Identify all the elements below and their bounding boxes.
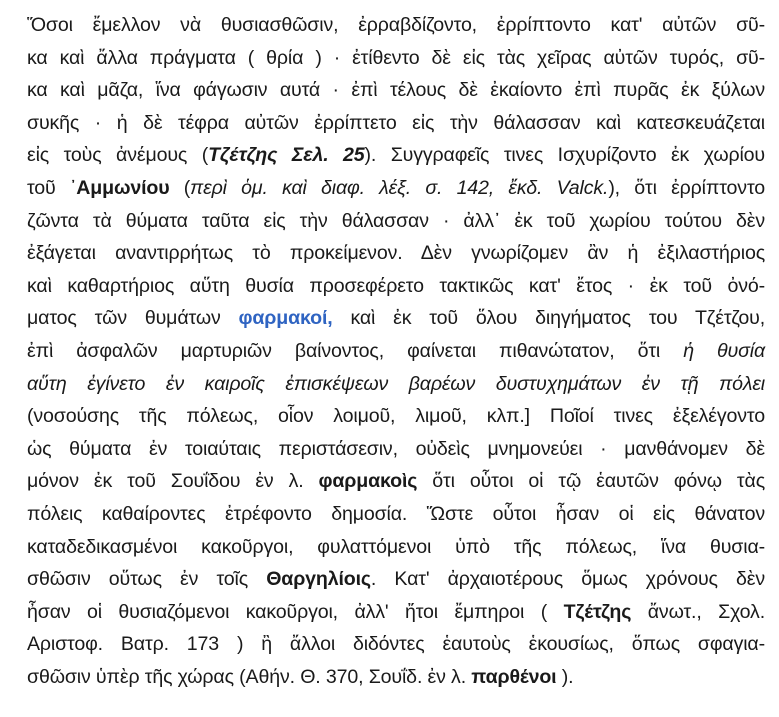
text-line — [27, 172, 765, 205]
text-segment: καὶ ἐκ τοῦ ὅλου διηγήματος του Τζέτζου, — [332, 307, 765, 330]
text-segment: ( — [169, 176, 191, 199]
text-segment: περὶ ὁμ. καὶ διαφ. λέξ. σ. 142, ἔκδ. Valck. — [190, 176, 609, 199]
text-segment: καταδεδικασμένοι κακοῦργοι, φυλαττόμενοι ὑπὸ τῆς πόλεως, ἵνα θυσια- — [27, 535, 765, 558]
text-segment: ματος τῶν θυμάτων — [27, 307, 239, 330]
text-line — [27, 9, 765, 42]
text-line — [27, 628, 765, 661]
text-segment: ἐξάγεται αναντιρρήτως τὸ προκείμενον. Δὲν γνωρίζομεν ἂν ἡ ἐξιλαστήριος — [27, 242, 765, 265]
text-segment: Ὅσοι ἔμελλον νὰ θυσιασθῶσιν, ἐρραβδίζοντο, ἐρρίπτοντο κατ' αὐτῶν σῦ- — [27, 14, 765, 36]
text-line — [27, 139, 765, 172]
text-segment: ὅτι οὗτοι οἱ τῷ ἑαυτῶν φόνῳ τὰς — [417, 470, 765, 493]
text-segment: καὶ καθαρτήριος αὕτη θυσία προσεφέρετο τακτικῶς κατ' ἔτος · ἐκ τοῦ ὀνό- — [27, 274, 765, 297]
text-segment: ἐπὶ ἀσφαλῶν μαρτυριῶν βαίνοντος, φαίνεται πιθανώτατον, ὅτι — [27, 339, 684, 362]
text-line — [27, 596, 765, 629]
text-segment: παρθένοι — [471, 665, 557, 688]
text-segment: . Κατ' ἀρχαιοτέρους ὅμως χρόνους δὲν — [370, 568, 765, 591]
text-line — [27, 465, 765, 498]
paragraph — [27, 9, 765, 693]
text-segment: ἦσαν οἱ θυσιαζόμενοι κακοῦργοι, ἀλλ' ἤτοι ἔμπηροι ( — [27, 600, 564, 623]
text-line — [27, 661, 765, 694]
text-line — [27, 498, 765, 531]
text-segment: ). — [556, 665, 574, 688]
text-segment: φαρμακοί, — [238, 307, 333, 330]
text-segment: σθῶσιν οὕτως ἐν τοῖς — [27, 568, 267, 591]
text-segment: αὕτη ἐγίνετο ἐν καιροῖς ἐπισκέψεων βαρέων δυστυχημάτων ἐν τῇ πόλει — [27, 372, 765, 395]
text-segment: μόνον ἐκ τοῦ Σουΐδου ἐν λ. — [27, 470, 319, 493]
text-segment: κα καὶ μᾶζα, ἵνα φάγωσιν αυτά · ἐπὶ τέλους δὲ ἐκαίοντο ἐπὶ πυρᾶς ἐκ ξύλων — [27, 79, 765, 102]
text-segment: κα καὶ ἄλλα πράγματα ( θρία ) · ἐτίθεντο δὲ εἰς τὰς χεῖρας αὐτῶν τυρός, σῦ- — [27, 46, 765, 69]
text-segment: ὡς θύματα ἐν τοιαύταις περιστάσεσιν, οὐδεὶς μνημονεύει · μανθάνομεν δὲ — [27, 437, 765, 460]
text-segment: Θαργηλίοις — [266, 568, 371, 591]
text-segment: πόλεις καθαίροντες ἐτρέφοντο δημοσία. Ὥστε οὗτοι ἦσαν οἱ εἰς θάνατον — [27, 502, 765, 525]
text-line — [27, 335, 765, 368]
text-line — [27, 270, 765, 303]
text-segment: ), ὅτι ἐρρίπτοντο — [608, 176, 766, 199]
text-line — [27, 237, 765, 270]
text-segment: Αμμωνίου — [76, 176, 170, 199]
text-line — [27, 563, 765, 596]
text-line — [27, 368, 765, 401]
text-line — [27, 205, 765, 238]
text-line — [27, 433, 765, 466]
text-segment: εἰς τοὺς ἀνέμους ( — [27, 144, 209, 167]
text-segment: συκῆς · ἡ δὲ τέφρα αὐτῶν ἐρρίπτετο εἰς τὴν θάλασσαν καὶ κατεσκευάζεται — [27, 111, 765, 134]
text-segment: ἡ θυσία — [683, 339, 765, 362]
text-segment: Αριστοφ. Βατρ. 173 ) ἢ ἄλλοι διδόντες ἑαυτοὺς ἑκουσίως, ὅπως σφαγια- — [27, 633, 765, 656]
text-line — [27, 74, 765, 107]
text-segment: τοῦ ᾽ — [27, 176, 77, 199]
text-line — [27, 107, 765, 140]
text-line — [27, 531, 765, 564]
text-line — [27, 400, 765, 433]
text-segment: (νοσούσης τῆς πόλεως, οἷον λοιμοῦ, λιμοῦ, κλπ.] Ποῖοί τινες ἐξελέγοντο — [27, 405, 765, 428]
text-segment: ἄνωτ., Σχολ. — [631, 600, 765, 623]
text-segment: Τζέτζης — [563, 600, 632, 623]
text-line — [27, 302, 765, 335]
text-segment: ). Συγγραφεῖς τινες Ισχυρίζοντο ἐκ χωρίου — [364, 144, 765, 167]
text-segment: Τζέτζης Σελ. 25 — [208, 144, 365, 167]
text-segment: φαρμακοὶς — [318, 470, 418, 493]
text-line — [27, 42, 765, 75]
text-segment: ζῶντα τὰ θύματα ταῦτα εἰς τὴν θάλασσαν · ἀλλ᾽ ἐκ τοῦ χωρίου τούτου δὲν — [27, 209, 765, 232]
text-segment: σθῶσιν ὑπὲρ τῆς χώρας (Αθήν. Θ. 370, Σουΐδ. ἐν λ. — [27, 665, 472, 688]
